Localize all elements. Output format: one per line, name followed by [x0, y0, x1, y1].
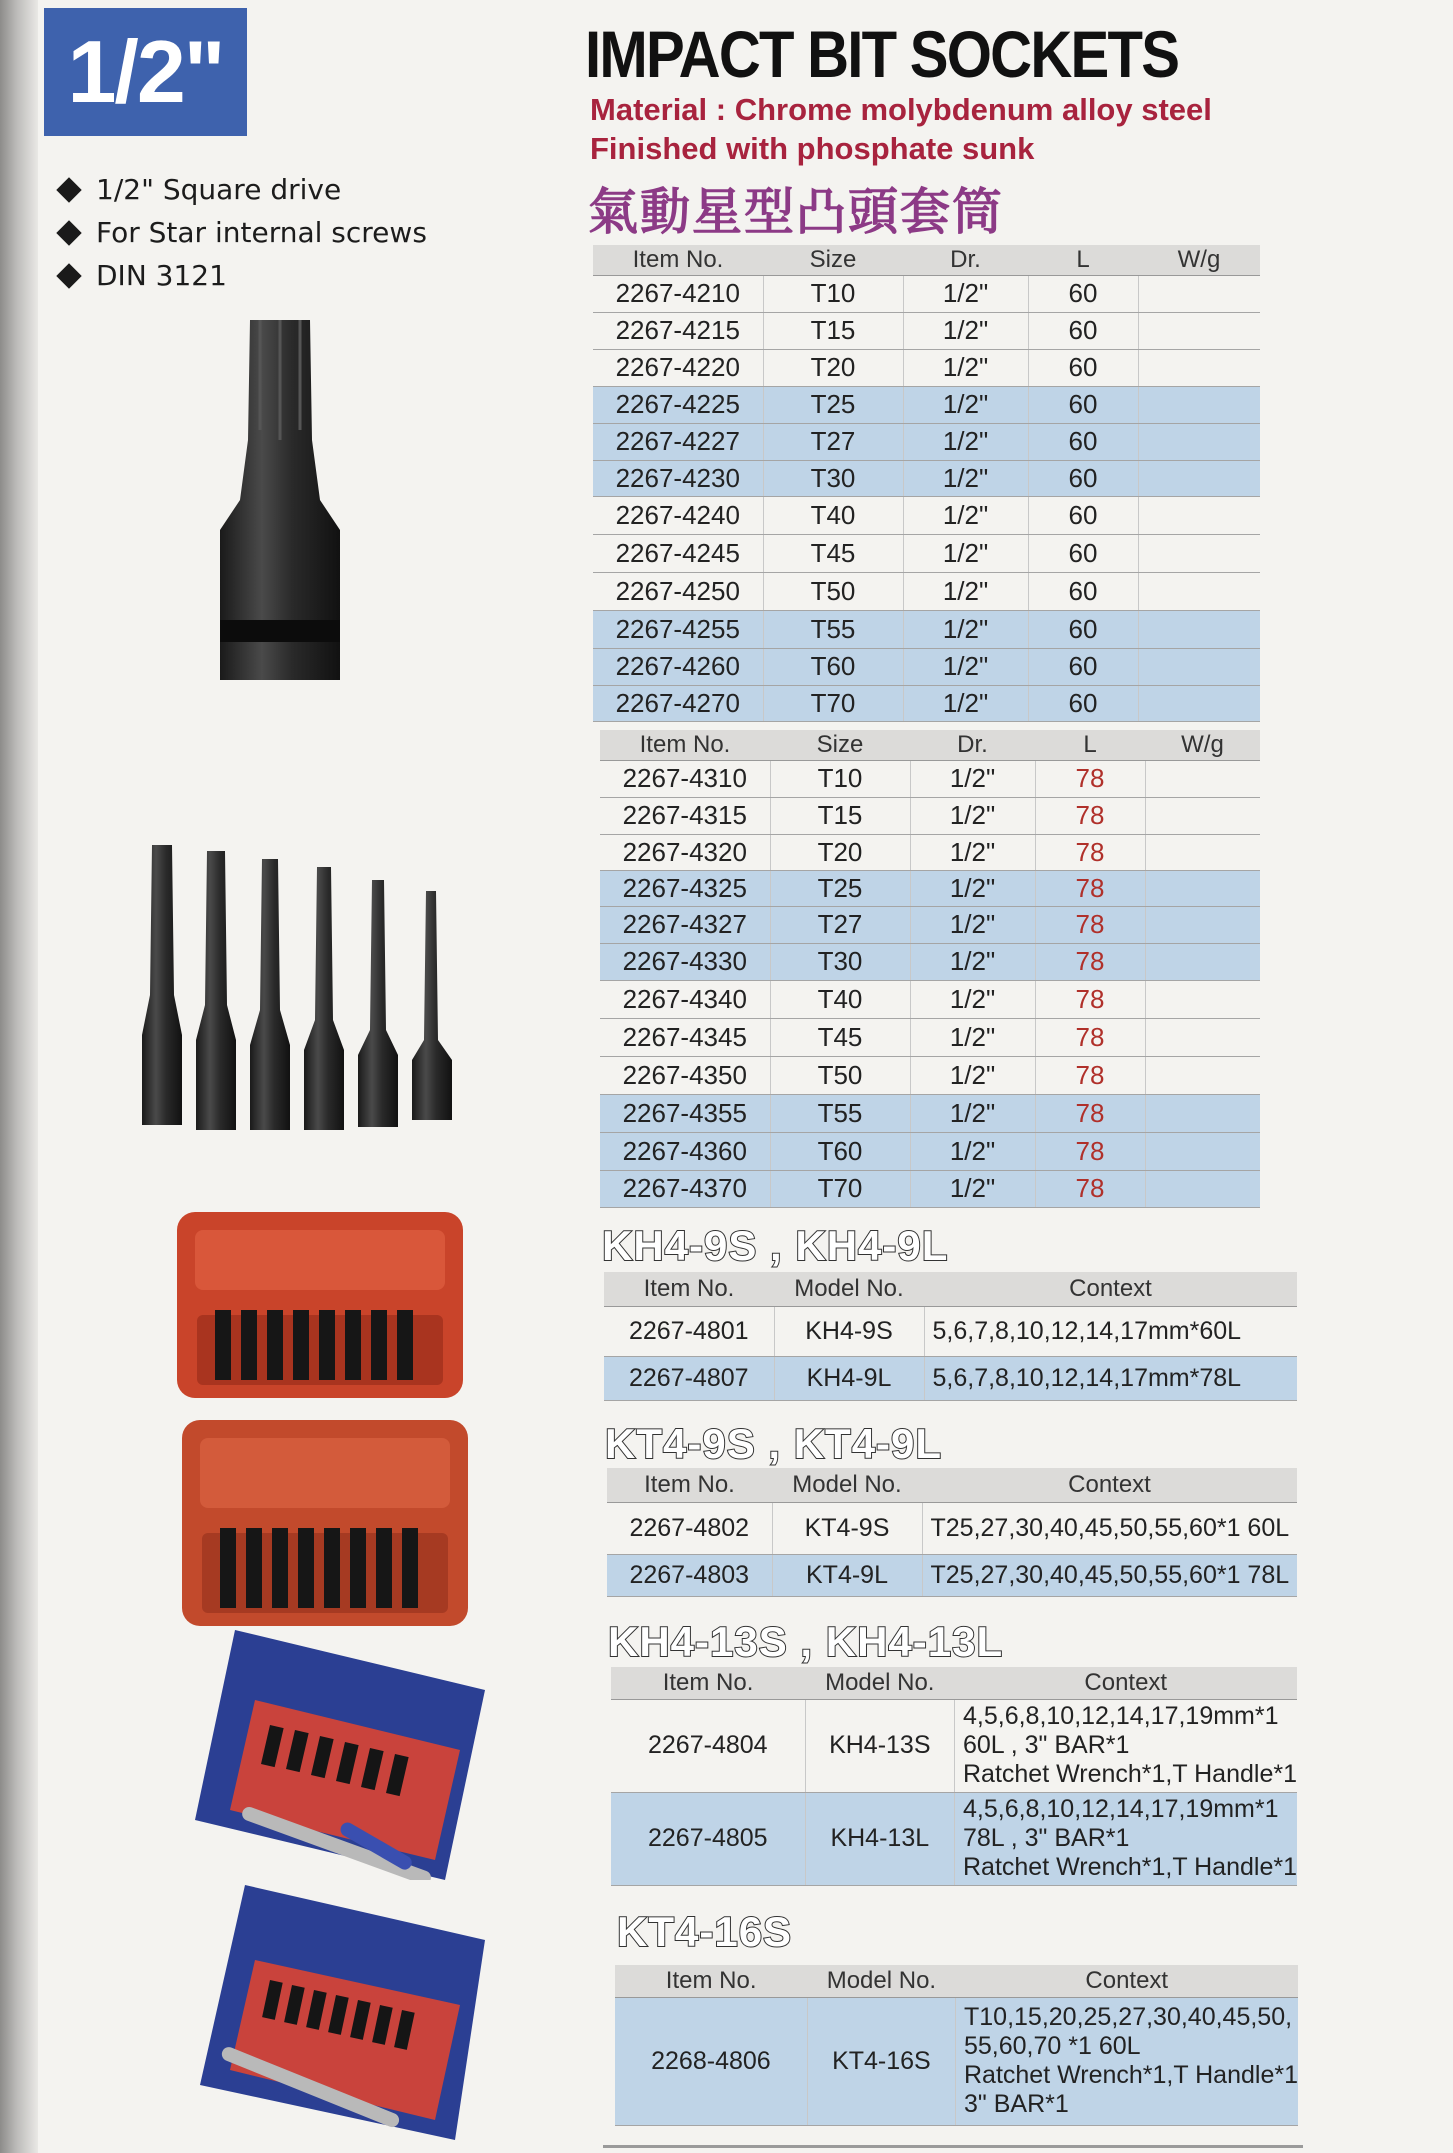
table-row: 2267-4250 T50 1/2" 60 — [593, 572, 1260, 610]
sockets-60l-table — [593, 245, 1260, 722]
kh4-9-kit-table — [604, 1272, 1297, 1401]
kh4-9-heading: KH4-9S , KH4-9L — [602, 1222, 949, 1269]
table-row: 2267-4260 T60 1/2" 60 — [593, 648, 1260, 685]
kh4-13-kit-table — [611, 1667, 1297, 1886]
kt4-9-red-case-photo — [180, 1418, 470, 1628]
diamond-bullet-icon — [56, 220, 81, 245]
diamond-bullet-icon — [56, 263, 81, 288]
bottom-rule — [603, 2145, 1303, 2148]
table-row: 2267-4345 T45 1/2" 78 — [600, 1018, 1260, 1056]
table-row: 2267-4802 KT4-9S T25,27,30,40,45,50,55,60*1 60L — [607, 1502, 1297, 1554]
table-row: 2267-4210 T10 1/2" 60 — [593, 275, 1260, 312]
table-row: 2267-4805 KH4-13L 4,5,6,8,10,12,14,17,19mm*1 78L , 3" BAR*1 Ratchet Wrench*1,T Handle*1 — [611, 1792, 1297, 1885]
table-row: 2267-4315 T15 1/2" 78 — [600, 797, 1260, 834]
table-row: 2267-4801 KH4-9S 5,6,7,8,10,12,14,17mm*60L — [604, 1306, 1297, 1356]
kh4-9-red-case-photo — [175, 1210, 465, 1400]
table-row: 2268-4806 KT4-16S T10,15,20,25,27,30,40,45,50, 55,60,70 *1 60L Ratchet Wrench*1,T Handle*1 3" BAR*1 — [615, 1997, 1298, 2125]
sockets-78l-table — [600, 730, 1260, 1208]
page-binding-shadow — [0, 0, 38, 2153]
table-row: 2267-4320 T20 1/2" 78 — [600, 834, 1260, 870]
table-row: 2267-4245 T45 1/2" 60 — [593, 534, 1260, 572]
material-line: Material : Chrome molybdenum alloy steel — [590, 92, 1212, 127]
page-title: IMPACT BIT SOCKETS — [585, 17, 1179, 91]
table-row: 2267-4255 T55 1/2" 60 — [593, 610, 1260, 648]
table-header-row: Item No. Model No. Context — [607, 1468, 1297, 1502]
table-row: 2267-4350 T50 1/2" 78 — [600, 1056, 1260, 1094]
kh4-13-blue-case-photo — [195, 1630, 485, 1880]
table-row: 2267-4807 KH4-9L 5,6,7,8,10,12,14,17mm*78L — [604, 1356, 1297, 1400]
feature-item: 1/2" Square drive — [54, 168, 427, 211]
chinese-title: 氣動星型凸頭套筒 — [588, 184, 1004, 240]
table-row: 2267-4370 T70 1/2" 78 — [600, 1170, 1260, 1207]
table-row: 2267-4803 KT4-9L T25,27,30,40,45,50,55,60*1 78L — [607, 1554, 1297, 1596]
kt4-9-kit-table — [607, 1468, 1297, 1597]
table-row: 2267-4327 T27 1/2" 78 — [600, 906, 1260, 943]
table-row: 2267-4240 T40 1/2" 60 — [593, 496, 1260, 534]
table-row: 2267-4340 T40 1/2" 78 — [600, 980, 1260, 1018]
table-header-row: Item No. Model No. Context — [611, 1667, 1297, 1699]
table-row: 2267-4230 T30 1/2" 60 — [593, 460, 1260, 496]
table-header-row: Item No. Model No. Context — [615, 1965, 1298, 1997]
kt4-16-heading: KT4-16S — [617, 1908, 793, 1955]
table-row: 2267-4355 T55 1/2" 78 — [600, 1094, 1260, 1132]
table-row: 2267-4330 T30 1/2" 78 — [600, 943, 1260, 980]
table-row: 2267-4215 T15 1/2" 60 — [593, 312, 1260, 349]
table-row: 2267-4227 T27 1/2" 60 — [593, 423, 1260, 460]
feature-item: For Star internal screws — [54, 211, 427, 254]
table-row: 2267-4325 T25 1/2" 78 — [600, 870, 1260, 906]
table-header-row: Item No. Model No. Context — [604, 1272, 1297, 1306]
table-row: 2267-4310 T10 1/2" 78 — [600, 760, 1260, 797]
kt4-16-kit-table — [615, 1965, 1298, 2126]
table-row: 2267-4360 T60 1/2" 78 — [600, 1132, 1260, 1170]
finish-line: Finished with phosphate sunk — [590, 131, 1035, 166]
feature-list — [54, 168, 427, 297]
table-row: 2267-4225 T25 1/2" 60 — [593, 386, 1260, 423]
kt4-9-heading: KT4-9S , KT4-9L — [605, 1420, 943, 1467]
table-row: 2267-4220 T20 1/2" 60 — [593, 349, 1260, 386]
table-row: 2267-4270 T70 1/2" 60 — [593, 685, 1260, 721]
short-socket-photo — [200, 320, 360, 685]
kt4-16-blue-case-photo — [200, 1885, 490, 2140]
drive-size-badge: 1/2" — [44, 8, 247, 136]
table-header-row: Item No. Size Dr. L W/g — [593, 245, 1260, 275]
long-socket-set-photo — [140, 835, 470, 1135]
diamond-bullet-icon — [56, 177, 81, 202]
table-row: 2267-4804 KH4-13S 4,5,6,8,10,12,14,17,19mm*1 60L , 3" BAR*1 Ratchet Wrench*1,T Handle*1 — [611, 1699, 1297, 1792]
kh4-13-heading: KH4-13S , KH4-13L — [608, 1618, 1004, 1665]
table-header-row: Item No. Size Dr. L W/g — [600, 730, 1260, 760]
feature-item: DIN 3121 — [54, 254, 427, 297]
